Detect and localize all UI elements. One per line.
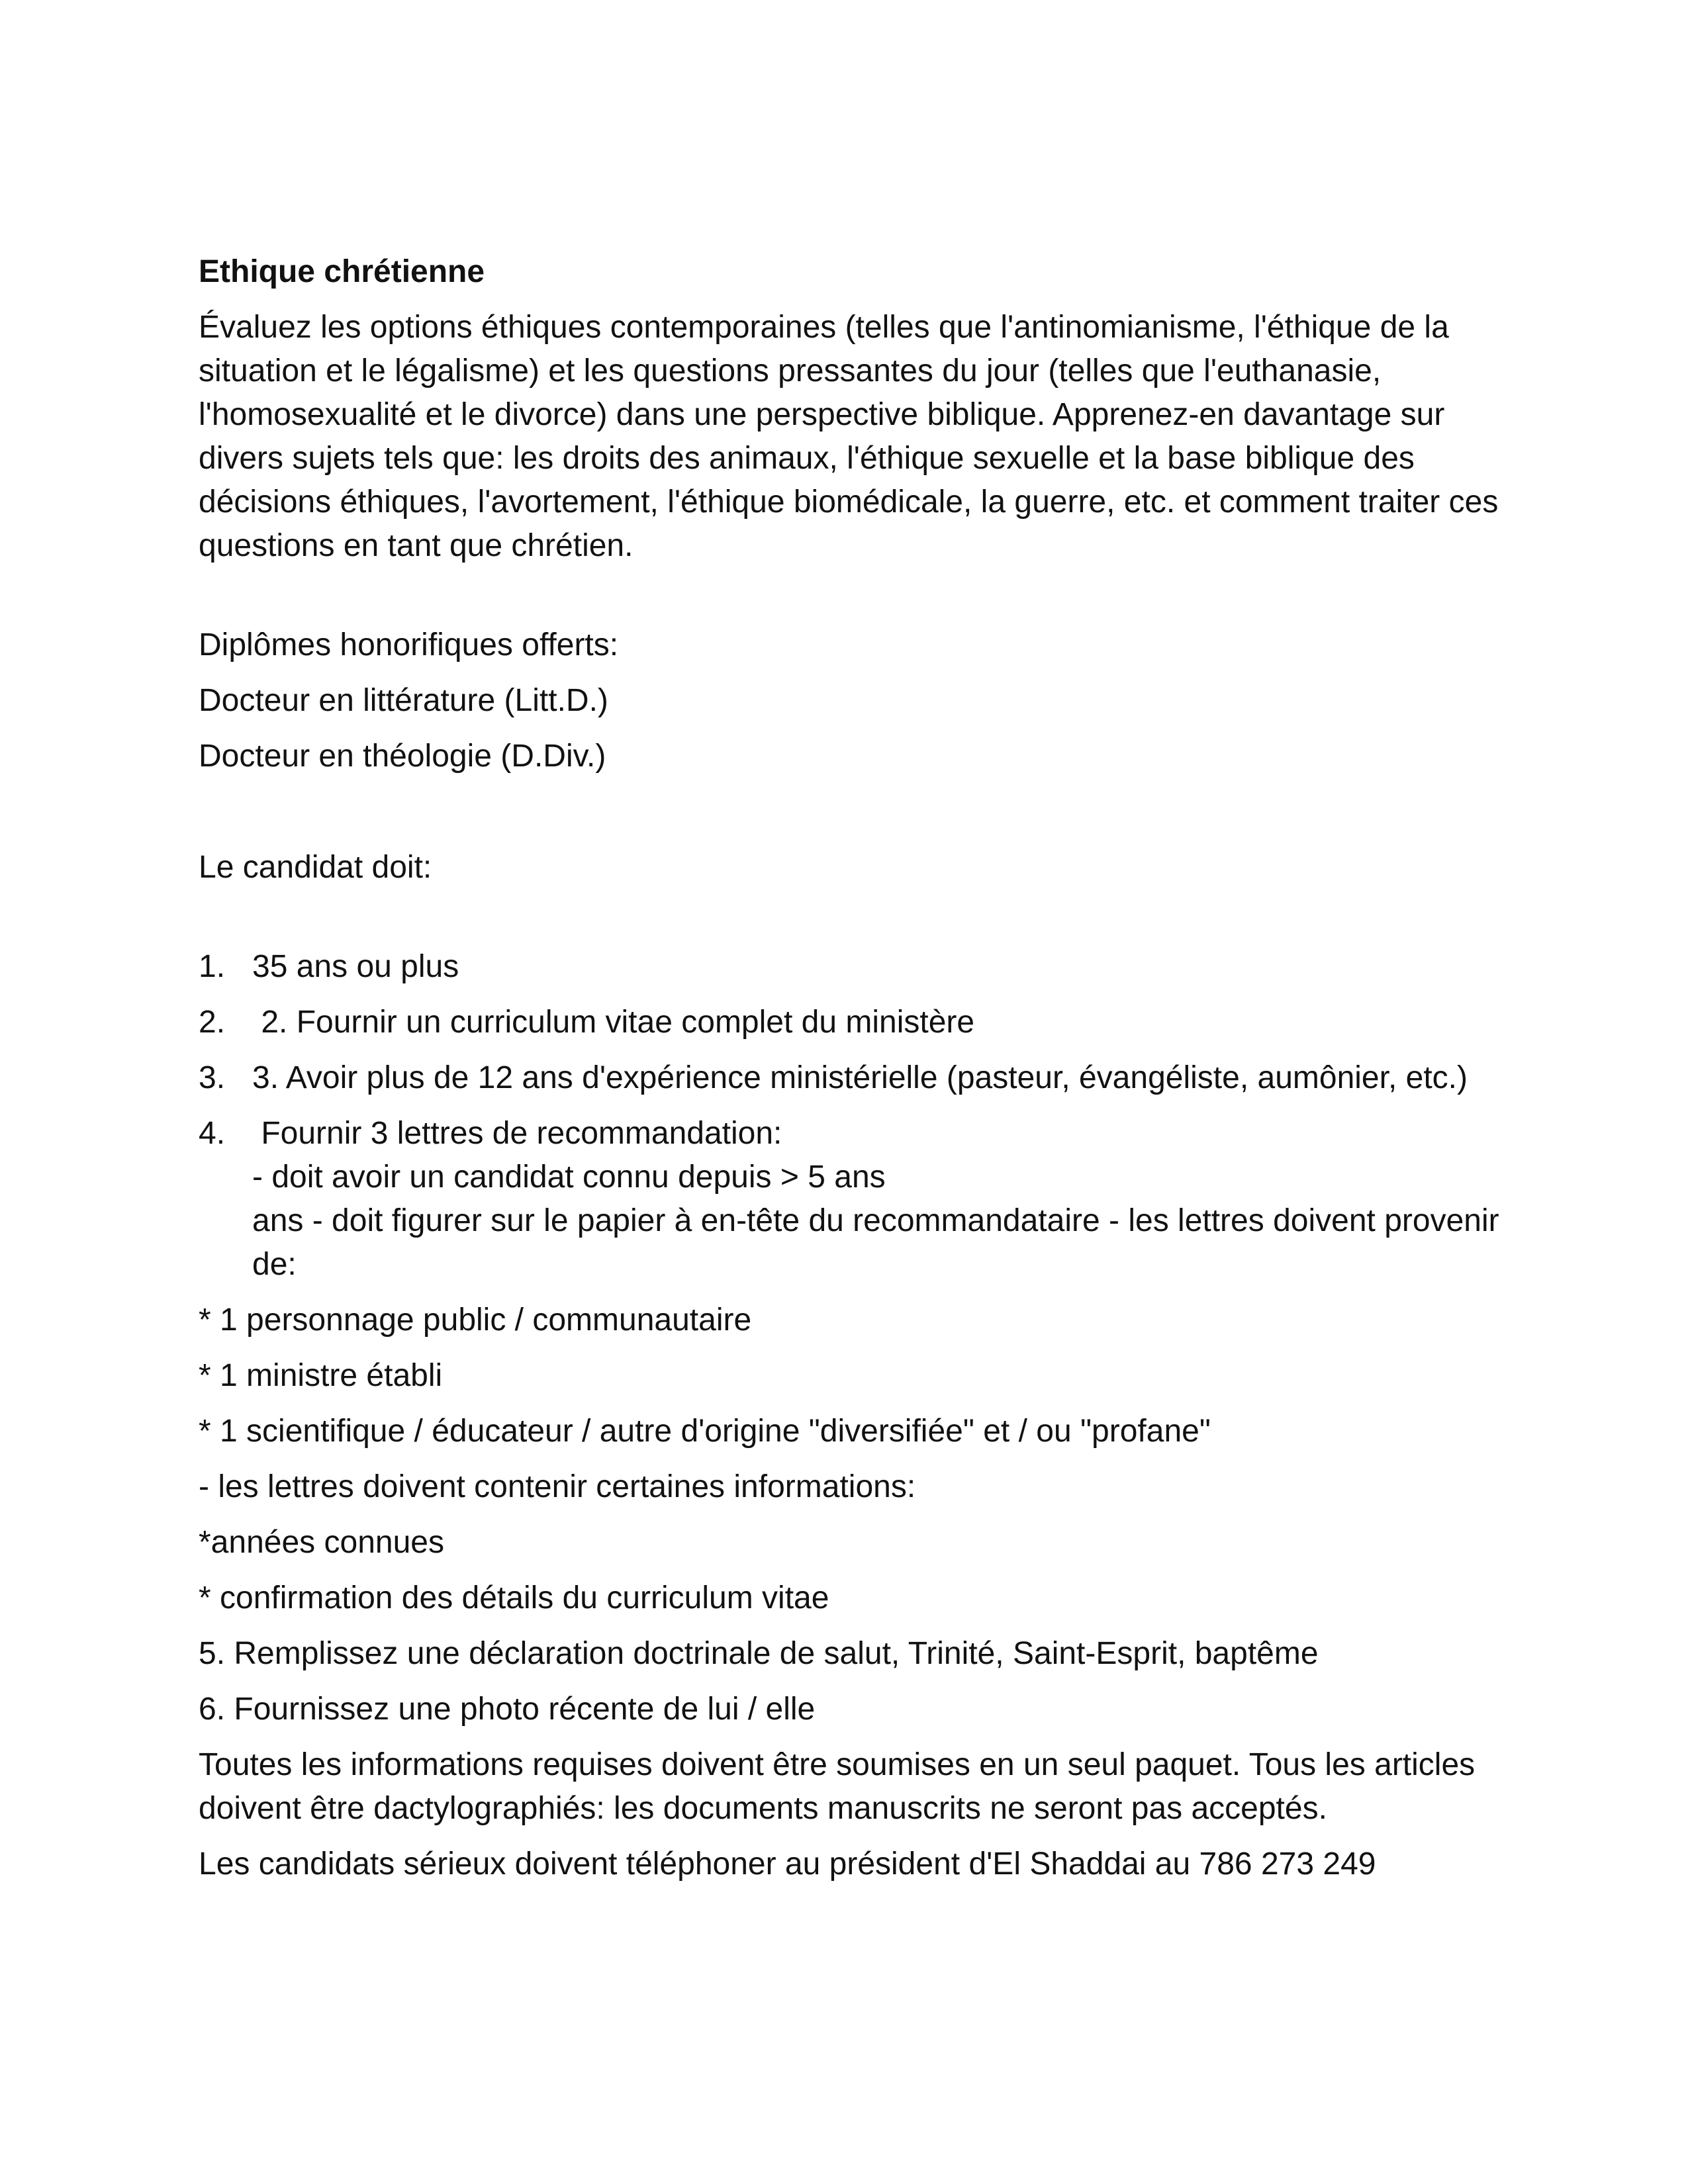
spacer [199, 568, 1509, 623]
list-item [199, 1001, 1509, 1044]
list-number: 3. [199, 1060, 226, 1095]
degrees-heading: Diplômes honorifiques offerts: [199, 627, 619, 662]
list-number: 1. [199, 949, 226, 984]
text-line: 6. Fournissez une photo récente de lui / elle [199, 1692, 816, 1727]
list-item-text: Fournir 3 lettres de recommandation: [252, 1116, 782, 1151]
list-item-text: 2. Fournir un curriculum vitae complet du ministère [252, 1005, 975, 1040]
list-item [199, 945, 1509, 989]
closing-paragraph: Toutes les informations requises doivent être soumises en un seul paquet. Tous les articles doivent être dactylographiés: les documents manuscrits ne seront pas acceptés. [199, 1747, 1484, 1826]
list-item-text: 3. Avoir plus de 12 ans d'expérience ministérielle (pasteur, évangéliste, aumônier, etc.) [252, 1060, 1468, 1095]
document-title: Ethique chrétienne [199, 254, 485, 289]
list-item-text: 35 ans ou plus [252, 949, 459, 984]
requirements-list [199, 945, 1509, 1287]
list-item [199, 1112, 1509, 1287]
intro-paragraph: Évaluez les options éthiques contemporaines (telles que l'antinomianisme, l'éthique de la situation et le légalisme) et les questions pressantes du jour (telles que l'euthanasie, l'homosexualité et le divorce) dans une perspective biblique. Apprenez-en davantage sur divers sujets tels que: les droits des animaux, l'éthique sexuelle et la base biblique des décisions éthiques, l'avortement, l'éthique biomédicale, la guerre, etc. et comment traiter ces questions en tant que chrétien. [199, 310, 1499, 563]
text-line: * confirmation des détails du curriculum vitae [199, 1580, 829, 1615]
spacer [199, 790, 1509, 846]
document-page [199, 250, 1509, 1898]
text-line: - les lettres doivent contenir certaines informations: [199, 1469, 916, 1504]
text-line: * 1 personnage public / communautaire [199, 1302, 752, 1338]
candidate-heading: Le candidat doit: [199, 850, 432, 885]
contact-line: Les candidats sérieux doivent téléphoner au président d'El Shaddai au 786 273 249 [199, 1846, 1376, 1882]
degree-item: Docteur en théologie (D.Div.) [199, 739, 606, 774]
list-item-subtext: ans - doit figurer sur le papier à en-tête du recommandataire - les lettres doivent provenir de: [252, 1203, 1499, 1282]
text-line: * 1 ministre établi [199, 1358, 443, 1393]
list-item [199, 1056, 1509, 1100]
list-item-subtext: - doit avoir un candidat connu depuis > 5 ans [252, 1160, 886, 1195]
list-number: 2. [199, 1005, 226, 1040]
text-line: * 1 scientifique / éducateur / autre d'origine "diversifiée" et / ou "profane" [199, 1414, 1211, 1449]
spacer [199, 901, 1509, 945]
list-number: 4. [199, 1116, 226, 1151]
degree-item: Docteur en littérature (Litt.D.) [199, 683, 608, 718]
text-line: 5. Remplissez une déclaration doctrinale de salut, Trinité, Saint-Esprit, baptême [199, 1636, 1319, 1671]
text-line: *années connues [199, 1525, 444, 1560]
